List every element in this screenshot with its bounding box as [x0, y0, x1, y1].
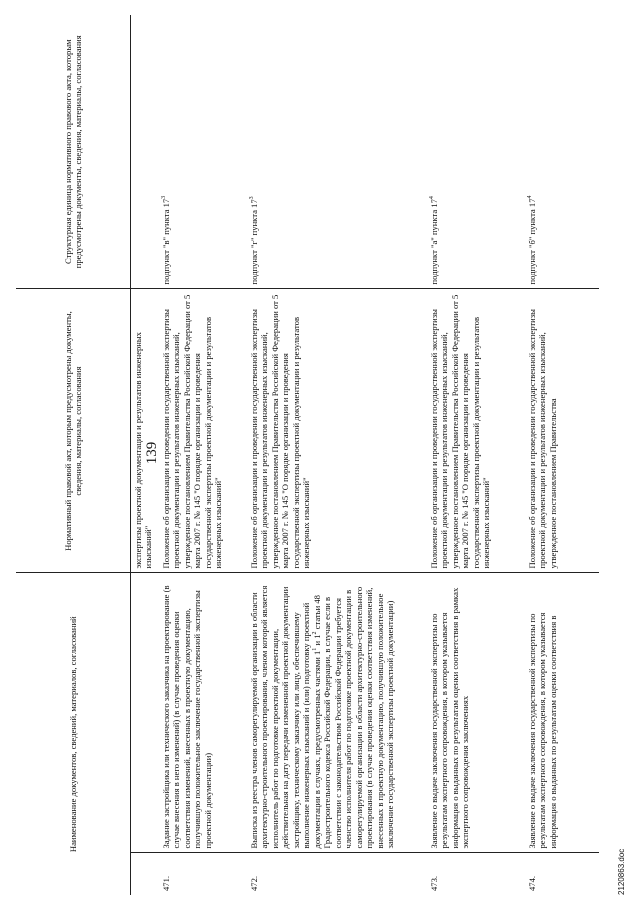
row-unit	[131, 15, 160, 289]
page-number: 139	[144, 441, 160, 465]
row-unit	[247, 15, 427, 289]
row-unit	[427, 15, 525, 289]
unit-text: подпункт "г" пункта 17	[249, 199, 259, 285]
unit-superscript: 3	[161, 195, 168, 199]
row-act: Положение об организации и проведении государственной экспертизы проектной документации и результатов инженерных изысканий, утвержденное постановлением Правительства	[525, 289, 599, 573]
header-name: Наименование документов, сведений, материалов, согласований	[16, 573, 131, 895]
unit-superscript: 3	[249, 196, 256, 200]
row-number: 473.	[427, 853, 525, 895]
table-row	[247, 15, 427, 895]
row-number: 474.	[525, 853, 599, 895]
unit-text: подпункт "б" пункта 17	[527, 198, 537, 285]
unit-superscript: 4	[429, 196, 436, 200]
unit-text: подпункт "в" пункта 17	[161, 198, 171, 285]
table-row	[427, 15, 525, 895]
name-superscript: 2	[312, 631, 319, 635]
documents-table	[16, 15, 599, 895]
row-act: Положение об организации и проведении государственной экспертизы проектной документации и результатов инженерных изысканий, утвержденное постановлением Правительства Российской Федерации от 5 марта 2007 г. № 145 "О порядке организации и проведения государственной экспертизы проектной документации и результатов инженерных изысканий"	[247, 289, 427, 573]
footer-filename: 2120863.doc	[617, 848, 626, 895]
row-number	[131, 853, 160, 895]
row-name: Задание застройщика или технического заказчика на проектирование (в случае внесения в него изменений) (в случае проведения оценки соответствия изменений, внесенных в проектную документацию, получившую положительное заключение государственной экспертизы проектной документации)	[159, 573, 247, 853]
row-name: Заявление о выдаче заключения государственной экспертизы по результатам экспертного сопровождения, в котором указывается информация о выданных по результатам оценки соответствия в	[525, 573, 599, 853]
name-text-part: статьи 48 Градостроительного кодекса Российской Федерации, в случае если в соответствии с законодательством Российской Федерации требуется членство исполнителя работ по подготовке проектной документации в саморегулируемой организации в области архитектурно-строительного проектирования (в случае проведения оценки соответствия изменений, внесенных в проектную документацию, получившую положительное заключение государственной экспертизы проектной документации)	[311, 586, 396, 849]
row-unit	[525, 15, 599, 289]
name-text-part: Выписка из реестра членов саморегулируемой организации в области архитектурно-строительного проектирования, членом которой является исполнитель работ по подготовке проектной документации, действительная на дату передачи измененной проектной документации застройщику, техническому заказчику или лицу, обеспечившему выполнение инженерных изысканий и (или) подготовку проектной документации в случаях, предусмотренных частями 1	[249, 585, 322, 849]
table-header-row	[16, 15, 131, 895]
row-act: Положение об организации и проведении государственной экспертизы проектной документации и результатов инженерных изысканий, утвержденное постановлением Правительства Российской Федерации от 5 марта 2007 г. № 145 "О порядке организации и проведения государственной экспертизы проектной документации и результатов инженерных изысканий"	[427, 289, 525, 573]
row-act: экспертизы проектной документации и результатов инженерных изысканий"	[131, 289, 160, 573]
row-act: Положение об организации и проведении государственной экспертизы проектной документации и результатов инженерных изысканий, утвержденное постановлением Правительства Российской Федерации от 5 марта 2007 г. № 145 "О порядке организации и проведения государственной экспертизы проектной документации и результатов инженерных изысканий"	[159, 289, 247, 573]
row-name	[247, 573, 427, 853]
table-row	[159, 15, 247, 895]
header-act: Нормативный правовой акт, которым предусмотрены документы, сведения, материалы, согласования	[16, 289, 131, 573]
row-name	[131, 573, 160, 853]
row-number: 471.	[159, 853, 247, 895]
row-name: Заявление о выдаче заключения государственной экспертизы по результатам экспертного сопровождения, в котором указывается информация о выданных по результатам оценки соответствия в рамках экспертного сопровождения заключениях	[427, 573, 525, 853]
name-superscript: 1	[312, 647, 319, 651]
unit-text: подпункт "а" пункта 17	[429, 199, 439, 285]
header-unit: Структурная единица нормативного правового акта, которым предусмотрены документы, сведения, материалы, согласования	[16, 15, 131, 289]
row-number: 472.	[247, 853, 427, 895]
row-unit	[159, 15, 247, 289]
table-row	[525, 15, 599, 895]
table-row-continuation	[131, 15, 160, 895]
unit-superscript: 4	[527, 195, 534, 199]
name-text-part: и 1	[311, 634, 322, 648]
